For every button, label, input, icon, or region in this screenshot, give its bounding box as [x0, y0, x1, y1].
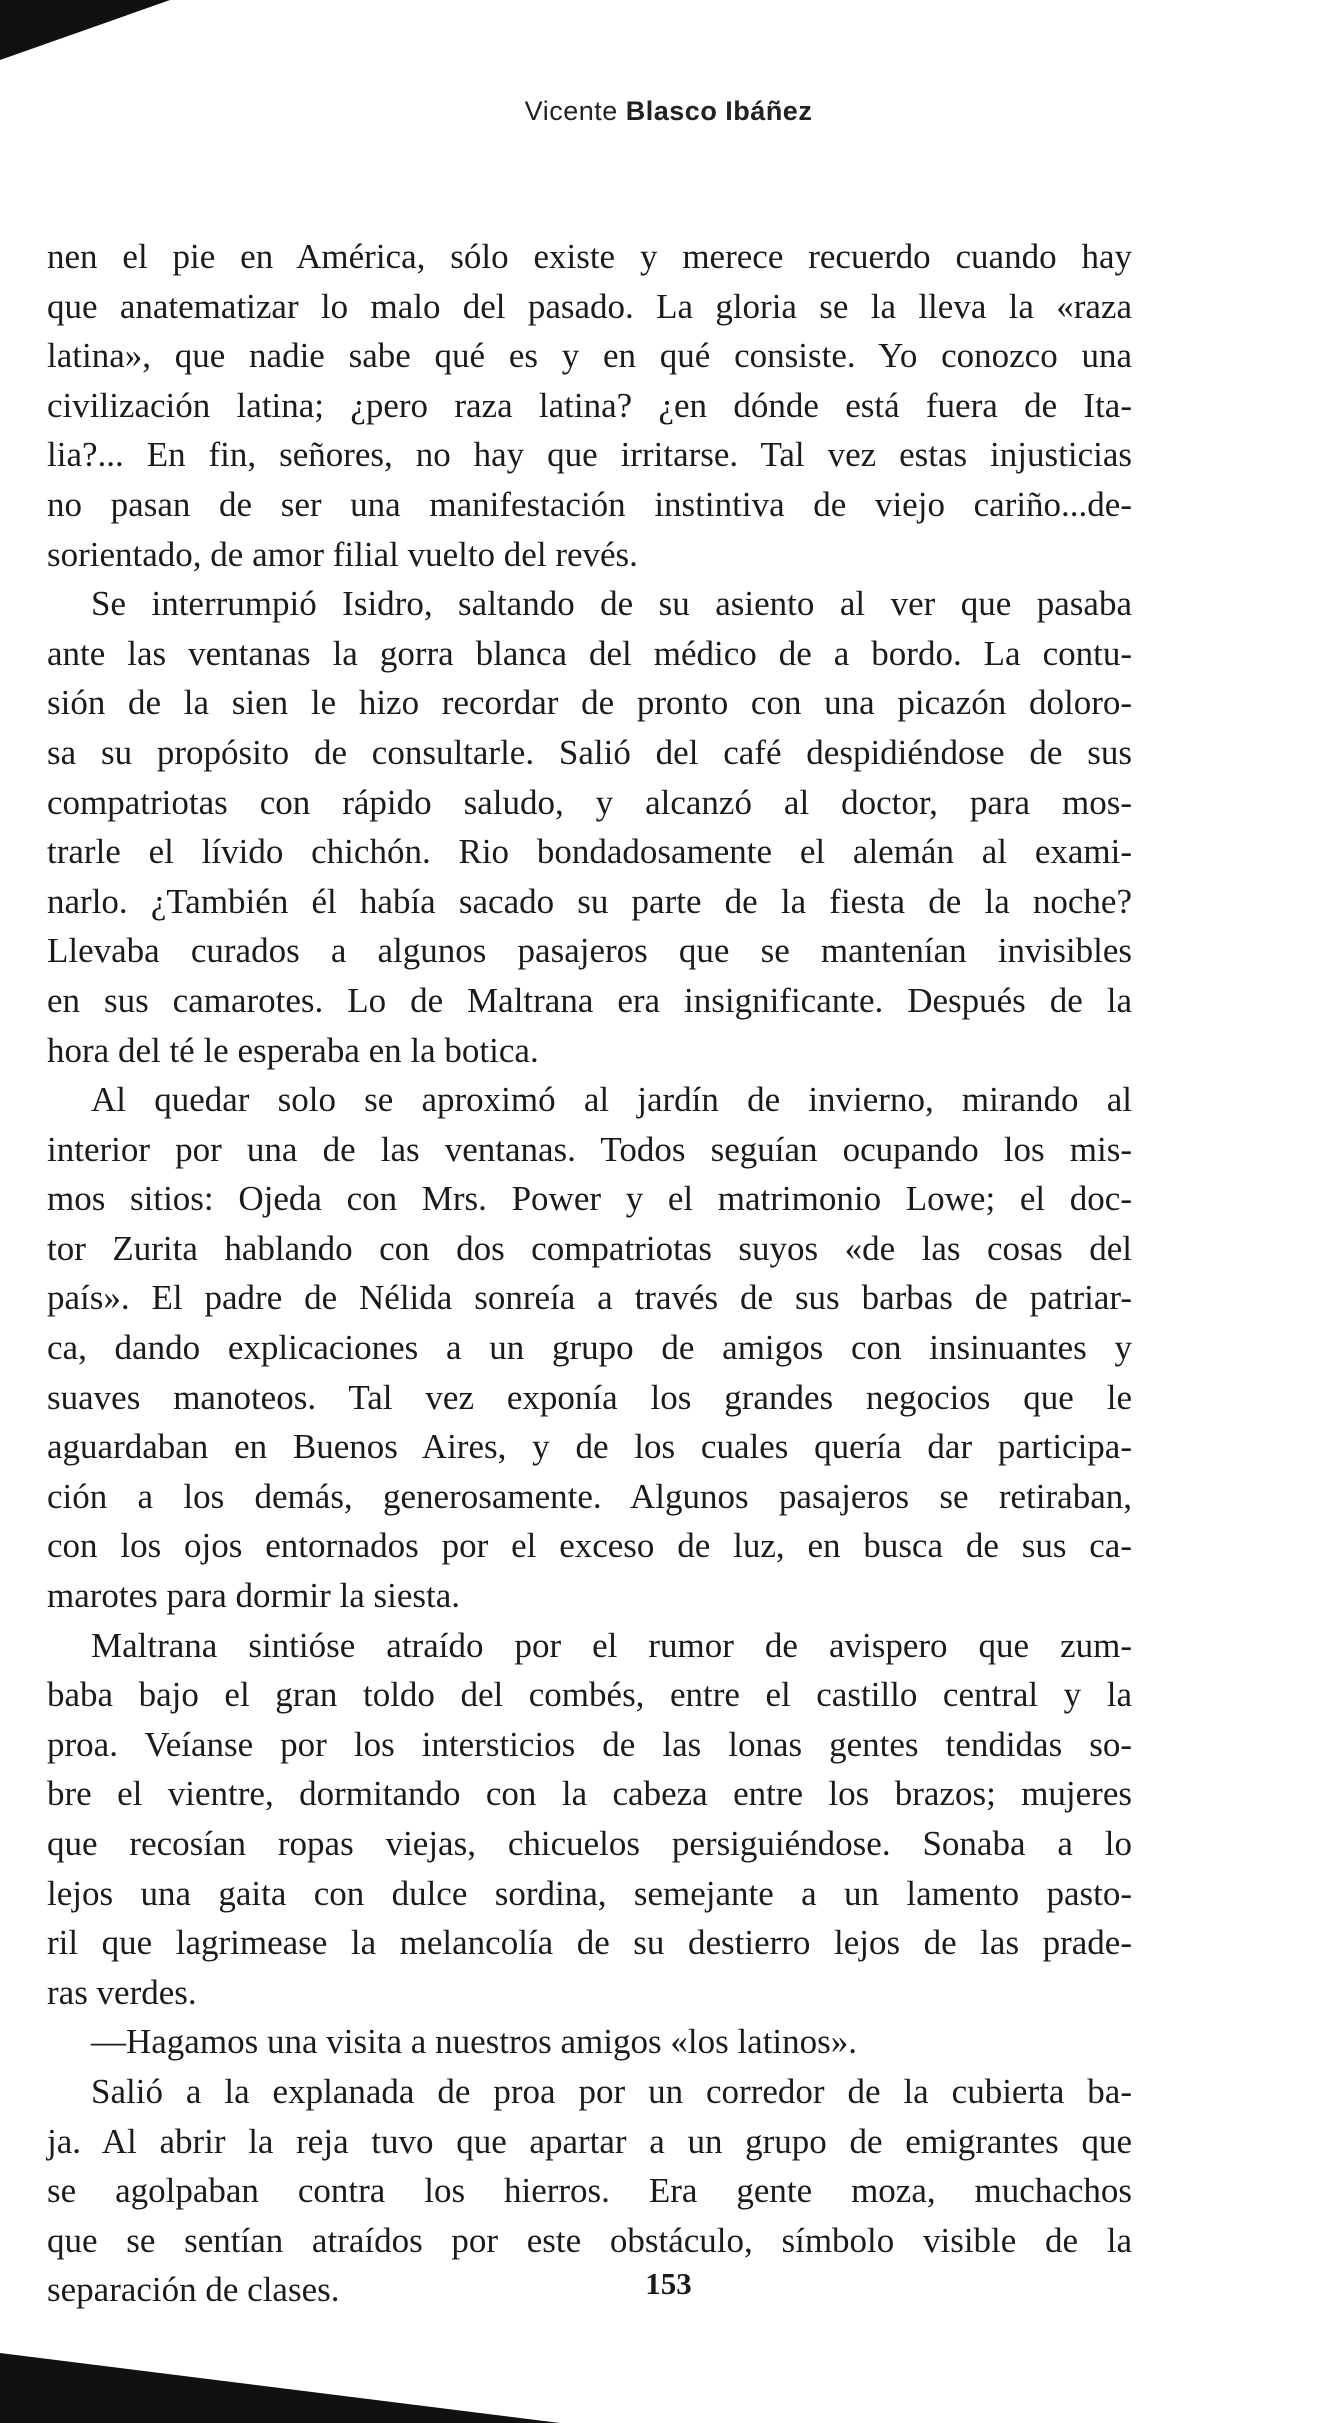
author-first-name: Vicente — [524, 96, 618, 126]
text-line: no pasan de ser una manifestación instintiva de viejo cariño...de- — [47, 484, 1132, 524]
text-line: Se interrumpió Isidro, saltando de su asiento al ver que pasaba — [91, 584, 1132, 624]
text-line: ca, dando explicaciones a un grupo de amigos con insinuantes y — [47, 1328, 1132, 1368]
text-line: ras verdes. — [47, 1972, 197, 2012]
text-line: —Hagamos una visita a nuestros amigos «los latinos». — [91, 2022, 858, 2062]
text-line: con los ojos entornados por el exceso de luz, en busca de sus ca- — [47, 1526, 1132, 1566]
text-line: trarle el lívido chichón. Rio bondadosamente el alemán al exami- — [47, 832, 1132, 872]
text-line: Maltrana sintióse atraído por el rumor de avispero que zum- — [91, 1625, 1132, 1665]
text-line: se agolpaban contra los hierros. Era gente moza, muchachos — [47, 2171, 1132, 2211]
scan-edge-shadow-top — [0, 0, 170, 60]
text-line: suaves manoteos. Tal vez exponía los grandes negocios que le — [47, 1377, 1132, 1417]
text-line: en sus camarotes. Lo de Maltrana era insignificante. Después de la — [47, 980, 1132, 1020]
text-line: Salió a la explanada de proa por un corredor de la cubierta ba- — [91, 2071, 1132, 2111]
text-line: ril que lagrimease la melancolía de su destierro lejos de las prade- — [47, 1923, 1132, 1963]
text-line: hora del té le esperaba en la botica. — [47, 1030, 539, 1070]
text-line: lia?... En fin, señores, no hay que irritarse. Tal vez estas injusticias — [47, 435, 1132, 475]
text-line: país». El padre de Nélida sonreía a través de sus barbas de patriar- — [47, 1278, 1132, 1318]
text-line: civilización latina; ¿pero raza latina? ¿en dónde está fuera de Ita- — [47, 385, 1132, 425]
text-line: latina», que nadie sabe qué es y en qué consiste. Yo conozco una — [47, 336, 1132, 376]
page-number: 153 — [645, 2266, 692, 2301]
text-line: nen el pie en América, sólo existe y merece recuerdo cuando hay — [47, 237, 1132, 276]
text-line: Al quedar solo se aproximó al jardín de invierno, mirando al — [91, 1080, 1132, 1120]
text-line: marotes para dormir la siesta. — [47, 1576, 461, 1616]
text-line: ante las ventanas la gorra blanca del médico de a bordo. La contu- — [47, 633, 1132, 673]
text-line: interior por una de las ventanas. Todos seguían ocupando los mis- — [47, 1129, 1132, 1169]
text-line: separación de clases. — [47, 2270, 340, 2310]
text-line: aguardaban en Buenos Aires, y de los cuales quería dar participa- — [47, 1427, 1132, 1467]
text-line: que se sentían atraídos por este obstáculo, símbolo visible de la — [47, 2220, 1132, 2260]
text-line: que anatematizar lo malo del pasado. La gloria se la lleva la «raza — [47, 286, 1132, 326]
text-line: ción a los demás, generosamente. Algunos pasajeros se retiraban, — [47, 1476, 1132, 1516]
text-line: bre el vientre, dormitando con la cabeza entre los brazos; mujeres — [47, 1774, 1132, 1814]
running-head — [0, 96, 1337, 127]
text-line: compatriotas con rápido saludo, y alcanzó al doctor, para mos- — [47, 782, 1132, 822]
text-line: proa. Veíanse por los intersticios de las lonas gentes tendidas so- — [47, 1724, 1132, 1764]
text-line: baba bajo el gran toldo del combés, entre el castillo central y la — [47, 1675, 1132, 1715]
text-line: ja. Al abrir la reja tuvo que apartar a un grupo de emigrantes que — [47, 2121, 1132, 2161]
body-text — [47, 232, 1132, 2315]
scan-edge-shadow-bottom — [0, 2353, 560, 2423]
text-line: Llevaba curados a algunos pasajeros que se mantenían invisibles — [47, 931, 1132, 971]
text-line: mos sitios: Ojeda con Mrs. Power y el matrimonio Lowe; el doc- — [47, 1179, 1132, 1219]
text-line: que recosían ropas viejas, chicuelos persiguiéndose. Sonaba a lo — [47, 1824, 1132, 1863]
text-line: tor Zurita hablando con dos compatriotas suyos «de las cosas del — [47, 1228, 1132, 1268]
text-line: sa su propósito de consultarle. Salió del café despidiéndose de sus — [47, 732, 1132, 772]
text-line: narlo. ¿También él había sacado su parte de la fiesta de la noche? — [47, 881, 1132, 921]
text-line: sión de la sien le hizo recordar de pronto con una picazón doloro- — [47, 683, 1132, 723]
text-line: lejos una gaita con dulce sordina, semejante a un lamento pasto- — [47, 1873, 1132, 1913]
text-line: sorientado, de amor filial vuelto del revés. — [47, 534, 638, 574]
author-last-name: Blasco Ibáñez — [625, 96, 813, 126]
